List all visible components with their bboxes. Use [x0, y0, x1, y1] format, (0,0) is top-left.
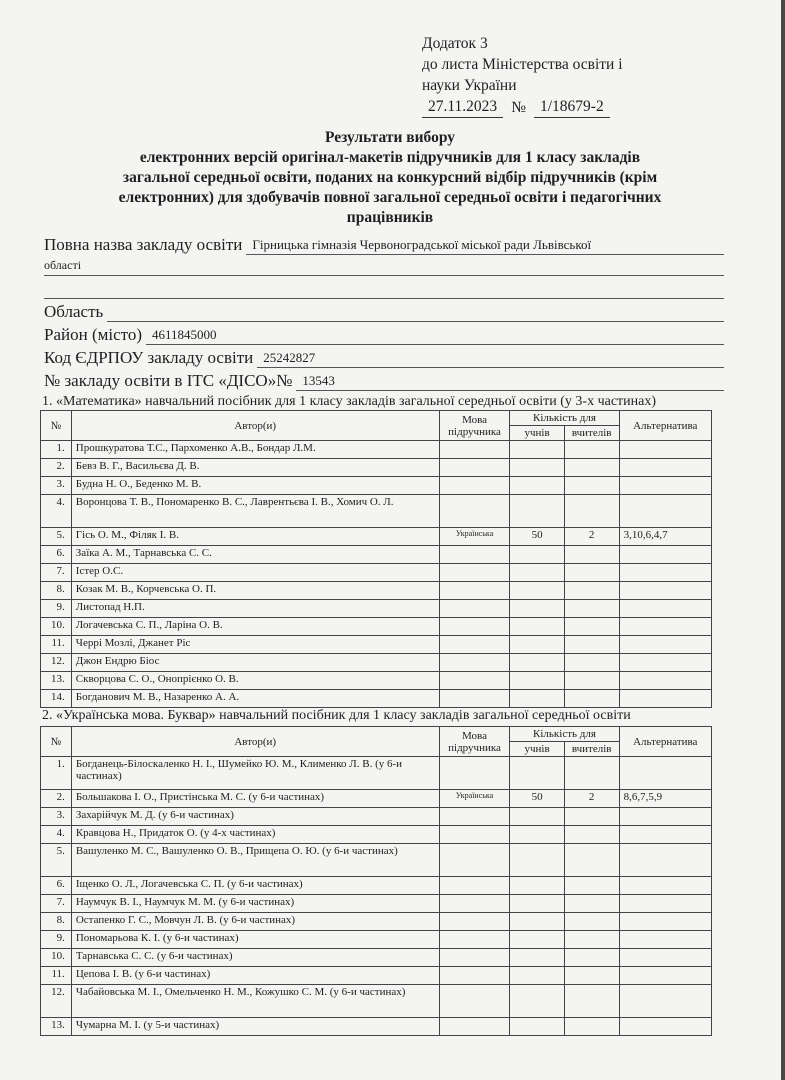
students-cell	[510, 967, 564, 985]
title-line: працівників	[346, 209, 434, 226]
author-cell: Істер О.С.	[71, 564, 439, 582]
alternative-cell	[619, 564, 711, 582]
students-cell	[510, 495, 564, 528]
author-cell: Богданович М. В., Назаренко А. А.	[71, 690, 439, 708]
addendum-date-line	[422, 96, 623, 118]
table-row	[41, 546, 712, 564]
students-cell	[510, 895, 564, 913]
table-row	[41, 495, 712, 528]
author-cell: Вашуленко М. С., Вашуленко О. В., Прищепа О. Ю. (у 6-и частинах)	[71, 844, 439, 877]
language-cell	[439, 690, 510, 708]
row-number: 6.	[41, 546, 72, 564]
title-line: електронних версій оригінал-макетів підручників для 1 класу закладів	[139, 149, 641, 166]
table-row	[41, 790, 712, 808]
alternative-cell	[619, 582, 711, 600]
row-number: 5.	[41, 844, 72, 877]
teachers-cell	[564, 826, 619, 844]
teachers-cell	[564, 564, 619, 582]
table-row	[41, 618, 712, 636]
itc-value: 13543	[296, 371, 724, 391]
row-number: 10.	[41, 618, 72, 636]
addendum-line3: науки України	[422, 77, 517, 94]
author-cell: Чумарна М. І. (у 5-и частинах)	[71, 1018, 439, 1036]
row-number: 3.	[41, 808, 72, 826]
table-row	[41, 654, 712, 672]
students-cell	[510, 931, 564, 949]
addendum-number: 1/18679-2	[534, 96, 610, 118]
table-row	[41, 877, 712, 895]
students-cell	[510, 441, 564, 459]
alternative-cell	[619, 895, 711, 913]
teachers-cell	[564, 477, 619, 495]
row-number: 13.	[41, 1018, 72, 1036]
table-row	[41, 690, 712, 708]
section2-caption: 2. «Українська мова. Буквар» навчальний посібник для 1 класу закладів загальної середньої освіти	[42, 708, 631, 723]
row-number: 9.	[41, 931, 72, 949]
language-cell	[439, 636, 510, 654]
table-row	[41, 895, 712, 913]
alternative-cell	[619, 600, 711, 618]
alternative-cell	[619, 636, 711, 654]
language-cell	[439, 895, 510, 913]
language-cell	[439, 808, 510, 826]
alternative-cell	[619, 844, 711, 877]
teachers-cell	[564, 877, 619, 895]
author-cell: Цепова І. В. (у 6-и частинах)	[71, 967, 439, 985]
teachers-cell	[564, 672, 619, 690]
row-number: 4.	[41, 826, 72, 844]
language-cell	[439, 1018, 510, 1036]
teachers-cell: 2	[564, 528, 619, 546]
addendum-date: 27.11.2023	[422, 96, 503, 118]
author-cell: Большакова І. О., Пристінська М. С. (у 6-и частинах)	[71, 790, 439, 808]
table-row	[41, 636, 712, 654]
teachers-cell	[564, 654, 619, 672]
teachers-cell	[564, 441, 619, 459]
section1-caption: 1. «Математика» навчальний посібник для 1 класу закладів загальної середньої освіти (у 3-х частинах)	[42, 394, 657, 409]
author-cell: Захарійчук М. Д. (у 6-и частинах)	[71, 808, 439, 826]
alternative-cell	[619, 690, 711, 708]
row-number: 3.	[41, 477, 72, 495]
author-cell: Пономарьова К. І. (у 6-и частинах)	[71, 931, 439, 949]
teachers-cell	[564, 636, 619, 654]
language-cell	[439, 844, 510, 877]
table-row	[41, 985, 712, 1018]
row-number: 7.	[41, 564, 72, 582]
row-number: 11.	[41, 967, 72, 985]
title-line: загальної середньої освіти, поданих на конкурсний відбір підручників (крім	[122, 169, 658, 186]
author-cell: Скворцова С. О., Онопрієнко О. В.	[71, 672, 439, 690]
students-cell	[510, 690, 564, 708]
alternative-cell	[619, 618, 711, 636]
language-cell	[439, 495, 510, 528]
table-row	[41, 441, 712, 459]
col-teachers: вчителів	[564, 426, 619, 441]
language-cell	[439, 459, 510, 477]
language-cell	[439, 757, 510, 790]
teachers-cell	[564, 1018, 619, 1036]
students-cell	[510, 672, 564, 690]
alternative-cell	[619, 546, 711, 564]
teachers-cell	[564, 913, 619, 931]
alternative-cell	[619, 967, 711, 985]
students-cell	[510, 600, 564, 618]
alternative-cell: 8,6,7,5,9	[619, 790, 711, 808]
students-cell	[510, 826, 564, 844]
author-cell: Черрі Мозлі, Джанет Ріс	[71, 636, 439, 654]
author-cell: Богданець-Білоскаленко Н. І., Шумейко Ю. М., Клименко Л. В. (у 6-и частинах)	[71, 757, 439, 790]
teachers-cell: 2	[564, 790, 619, 808]
institution-name-continued: області	[44, 255, 724, 276]
author-cell: Прошкуратова Т.С., Пархоменко А.В., Бондар Л.М.	[71, 441, 439, 459]
author-cell: Воронцова Т. В., Пономаренко В. С., Лаврентьєва І. В., Хомич О. Л.	[71, 495, 439, 528]
row-number: 1.	[41, 757, 72, 790]
alternative-cell	[619, 757, 711, 790]
teachers-cell	[564, 757, 619, 790]
table-row	[41, 808, 712, 826]
region-value	[107, 302, 724, 322]
author-cell: Логачевська С. П., Ларіна О. В.	[71, 618, 439, 636]
author-cell: Чабайовська М. І., Омельченко Н. М., Кожушко С. М. (у 6-и частинах)	[71, 985, 439, 1018]
addendum-line1: Додаток 3	[422, 35, 488, 52]
institution-name-label: Повна назва закладу освіти	[44, 235, 243, 254]
row-number: 2.	[41, 790, 72, 808]
alternative-cell	[619, 985, 711, 1018]
author-cell: Листопад Н.П.	[71, 600, 439, 618]
table-row	[41, 826, 712, 844]
row-number: 12.	[41, 654, 72, 672]
students-cell	[510, 913, 564, 931]
table-row	[41, 528, 712, 546]
author-cell: Наумчук В. І., Наумчук М. М. (у 6-и частинах)	[71, 895, 439, 913]
teachers-cell	[564, 600, 619, 618]
students-cell	[510, 618, 564, 636]
table-row	[41, 949, 712, 967]
language-cell	[439, 913, 510, 931]
col-num: №	[41, 727, 72, 757]
language-cell	[439, 826, 510, 844]
author-cell: Кравцова Н., Придаток О. (у 4-х частинах)	[71, 826, 439, 844]
col-alternative: Альтернатива	[619, 727, 711, 757]
region-label: Область	[44, 302, 104, 321]
alternative-cell	[619, 949, 711, 967]
students-cell	[510, 949, 564, 967]
language-cell	[439, 546, 510, 564]
teachers-cell	[564, 844, 619, 877]
edrpou-row	[44, 345, 724, 368]
teachers-cell	[564, 931, 619, 949]
teachers-cell	[564, 495, 619, 528]
language-cell	[439, 967, 510, 985]
students-cell	[510, 1018, 564, 1036]
scan-edge	[781, 0, 785, 1080]
row-number: 10.	[41, 949, 72, 967]
students-cell	[510, 636, 564, 654]
language-cell	[439, 877, 510, 895]
language-cell	[439, 441, 510, 459]
language-cell	[439, 477, 510, 495]
author-cell: Заїка А. М., Тарнавська С. С.	[71, 546, 439, 564]
author-cell: Бевз В. Г., Васильєва Д. В.	[71, 459, 439, 477]
alternative-cell	[619, 654, 711, 672]
alternative-cell: 3,10,6,4,7	[619, 528, 711, 546]
teachers-cell	[564, 949, 619, 967]
blank-line	[44, 276, 724, 299]
students-cell	[510, 757, 564, 790]
row-number: 4.	[41, 495, 72, 528]
table-row	[41, 931, 712, 949]
col-num: №	[41, 411, 72, 441]
alternative-cell	[619, 477, 711, 495]
district-row	[44, 322, 724, 345]
col-students: учнів	[510, 426, 564, 441]
language-cell	[439, 618, 510, 636]
author-cell: Гісь О. М., Філяк І. В.	[71, 528, 439, 546]
teachers-cell	[564, 582, 619, 600]
language-cell	[439, 564, 510, 582]
row-number: 1.	[41, 441, 72, 459]
author-cell: Іщенко О. Л., Логачевська С. П. (у 6-и частинах)	[71, 877, 439, 895]
row-number: 7.	[41, 895, 72, 913]
table-row	[41, 477, 712, 495]
row-number: 8.	[41, 913, 72, 931]
table-row	[41, 1018, 712, 1036]
students-cell	[510, 877, 564, 895]
col-alternative: Альтернатива	[619, 411, 711, 441]
addendum-line2: до листа Міністерства освіти і	[422, 56, 623, 73]
author-cell: Будна Н. О., Беденко М. В.	[71, 477, 439, 495]
alternative-cell	[619, 459, 711, 477]
students-cell: 50	[510, 528, 564, 546]
language-cell: Українська	[439, 528, 510, 546]
institution-name-value: Гірницька гімназія Червоноградської міської ради Львівської	[246, 235, 724, 255]
number-sign: №	[511, 99, 526, 116]
title-line: Результати вибору	[324, 129, 456, 146]
institution-fields	[44, 232, 724, 391]
institution-name-row	[44, 232, 724, 255]
teachers-cell	[564, 690, 619, 708]
col-author: Автор(и)	[71, 727, 439, 757]
students-cell: 50	[510, 790, 564, 808]
author-cell: Козак М. В., Корчевська О. П.	[71, 582, 439, 600]
col-teachers: вчителів	[564, 742, 619, 757]
language-cell	[439, 949, 510, 967]
author-cell: Тарнавська С. С. (у 6-и частинах)	[71, 949, 439, 967]
students-cell	[510, 546, 564, 564]
row-number: 12.	[41, 985, 72, 1018]
table-row	[41, 967, 712, 985]
teachers-cell	[564, 967, 619, 985]
section2-table	[40, 726, 712, 1036]
students-cell	[510, 564, 564, 582]
teachers-cell	[564, 808, 619, 826]
language-cell	[439, 600, 510, 618]
alternative-cell	[619, 826, 711, 844]
students-cell	[510, 985, 564, 1018]
students-cell	[510, 808, 564, 826]
author-cell: Остапенко Г. С., Мовчун Л. В. (у 6-и частинах)	[71, 913, 439, 931]
teachers-cell	[564, 985, 619, 1018]
table-row	[41, 564, 712, 582]
row-number: 11.	[41, 636, 72, 654]
table-row	[41, 672, 712, 690]
title-line: електронних) для здобувачів повної загальної середньої освіти і педагогічних	[118, 189, 662, 206]
table-row	[41, 757, 712, 790]
itc-label: № закладу освіти в ІТС «ДІСО»№	[44, 371, 293, 390]
students-cell	[510, 477, 564, 495]
teachers-cell	[564, 895, 619, 913]
alternative-cell	[619, 1018, 711, 1036]
alternative-cell	[619, 441, 711, 459]
col-students: учнів	[510, 742, 564, 757]
row-number: 9.	[41, 600, 72, 618]
author-cell: Джон Ендрю Біос	[71, 654, 439, 672]
row-number: 2.	[41, 459, 72, 477]
teachers-cell	[564, 546, 619, 564]
teachers-cell	[564, 618, 619, 636]
col-qty: Кількість для	[510, 727, 619, 742]
document-title	[40, 128, 740, 228]
row-number: 14.	[41, 690, 72, 708]
alternative-cell	[619, 931, 711, 949]
col-author: Автор(и)	[71, 411, 439, 441]
alternative-cell	[619, 808, 711, 826]
col-lang: Мова підручника	[439, 727, 510, 757]
row-number: 8.	[41, 582, 72, 600]
alternative-cell	[619, 913, 711, 931]
district-label: Район (місто)	[44, 325, 142, 344]
language-cell	[439, 672, 510, 690]
students-cell	[510, 582, 564, 600]
language-cell	[439, 931, 510, 949]
district-value: 4611845000	[146, 325, 724, 345]
alternative-cell	[619, 495, 711, 528]
table-row	[41, 459, 712, 477]
col-lang: Мова підручника	[439, 411, 510, 441]
table-row	[41, 913, 712, 931]
language-cell	[439, 985, 510, 1018]
table-row	[41, 600, 712, 618]
row-number: 5.	[41, 528, 72, 546]
teachers-cell	[564, 459, 619, 477]
region-row	[44, 299, 724, 322]
table-row	[41, 582, 712, 600]
students-cell	[510, 844, 564, 877]
itc-row	[44, 368, 724, 391]
addendum-block	[422, 33, 623, 118]
row-number: 6.	[41, 877, 72, 895]
language-cell: Українська	[439, 790, 510, 808]
language-cell	[439, 582, 510, 600]
edrpou-label: Код ЄДРПОУ закладу освіти	[44, 348, 254, 367]
alternative-cell	[619, 672, 711, 690]
table-row	[41, 844, 712, 877]
row-number: 13.	[41, 672, 72, 690]
col-qty: Кількість для	[510, 411, 619, 426]
language-cell	[439, 654, 510, 672]
alternative-cell	[619, 877, 711, 895]
section1-table	[40, 410, 712, 708]
students-cell	[510, 654, 564, 672]
students-cell	[510, 459, 564, 477]
edrpou-value: 25242827	[257, 348, 724, 368]
